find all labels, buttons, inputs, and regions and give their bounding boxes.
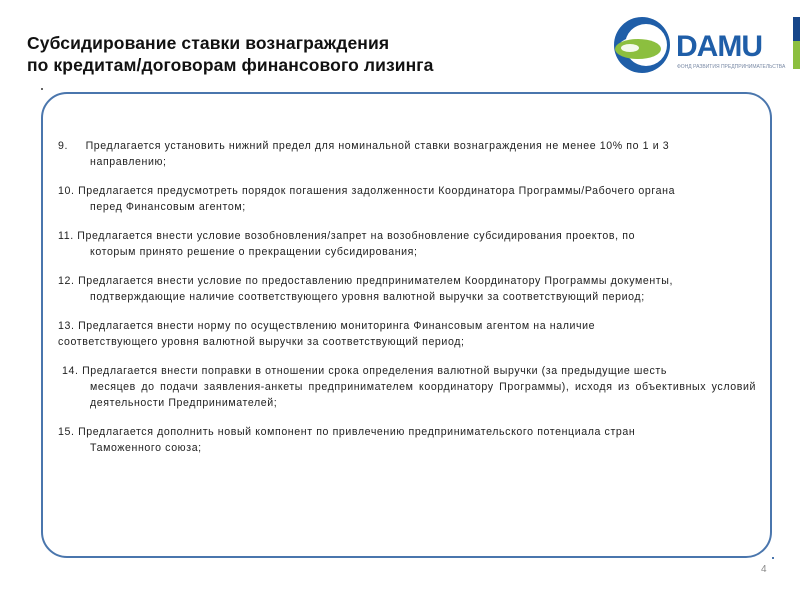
item-text-continued: перед Финансовым агентом;	[90, 201, 246, 213]
item-number: 9.	[58, 140, 69, 152]
item-text-continued: которым принято решение о прекращении субсидирования;	[90, 246, 418, 258]
list-item	[58, 363, 756, 411]
proposals-list	[58, 138, 756, 469]
item-text: Предлагается внести условие по предоставлению предпринимателем Координатору Программы документы,	[78, 275, 674, 287]
page-number: 4	[761, 564, 767, 575]
item-text-continued: направлению;	[90, 156, 167, 168]
item-number: 15.	[58, 426, 75, 438]
item-number: 10.	[58, 185, 75, 197]
damu-logo-icon	[612, 12, 800, 78]
item-text-continued: месяцев до подачи заявления-анкеты предпринимателем координатору Программы), исходя из объективных условий деятельности Предпринимателей;	[90, 381, 756, 409]
decorative-dot	[41, 88, 43, 90]
item-text-continued: подтверждающие наличие соответствующего уровня валютной выручки за соответствующий период;	[90, 291, 645, 303]
list-item	[58, 318, 756, 350]
item-text: Предлагается установить нижний предел для номинальной ставки вознаграждения не менее 10% по 1 и 3	[85, 140, 670, 152]
svg-text:ФОНД РАЗВИТИЯ ПРЕДПРИНИМАТЕЛЬС: ФОНД РАЗВИТИЯ ПРЕДПРИНИМАТЕЛЬСТВА	[677, 64, 786, 70]
damu-logo	[612, 12, 800, 78]
decorative-dot	[772, 557, 774, 559]
list-item	[58, 183, 756, 215]
item-text: Предлагается внести условие возобновления/запрет на возобновление субсидирования проектов, по	[77, 230, 636, 242]
list-item	[58, 424, 756, 456]
item-text: Предлагается внести норму по осуществлению мониторинга Финансовым агентом на наличие	[78, 320, 596, 332]
list-item	[58, 228, 756, 260]
slide-title-line-2: по кредитам/договорам финансового лизинга	[27, 55, 434, 75]
slide-title	[27, 32, 434, 76]
item-text: Предлагается предусмотреть порядок погашения задолженности Координатора Программы/Рабочего органа	[78, 185, 676, 197]
item-text: Предлагается внести поправки в отношении срока определения валютной выручки (за предыдущие шесть	[82, 365, 667, 377]
item-text-continued: соответствующего уровня валютной выручки за соответствующий период;	[58, 336, 465, 348]
list-item	[58, 273, 756, 305]
item-number: 12.	[58, 275, 75, 287]
item-number: 11.	[58, 230, 74, 242]
slide-title-line-1: Субсидирование ставки вознаграждения	[27, 33, 390, 53]
item-text: Предлагается дополнить новый компонент по привлечению предпринимательского потенциала стран	[78, 426, 636, 438]
item-text-continued: Таможенного союза;	[90, 442, 202, 454]
item-number: 14.	[62, 365, 79, 377]
item-number: 13.	[58, 320, 75, 332]
svg-text:DAMU: DAMU	[676, 30, 762, 63]
list-item	[58, 138, 756, 170]
